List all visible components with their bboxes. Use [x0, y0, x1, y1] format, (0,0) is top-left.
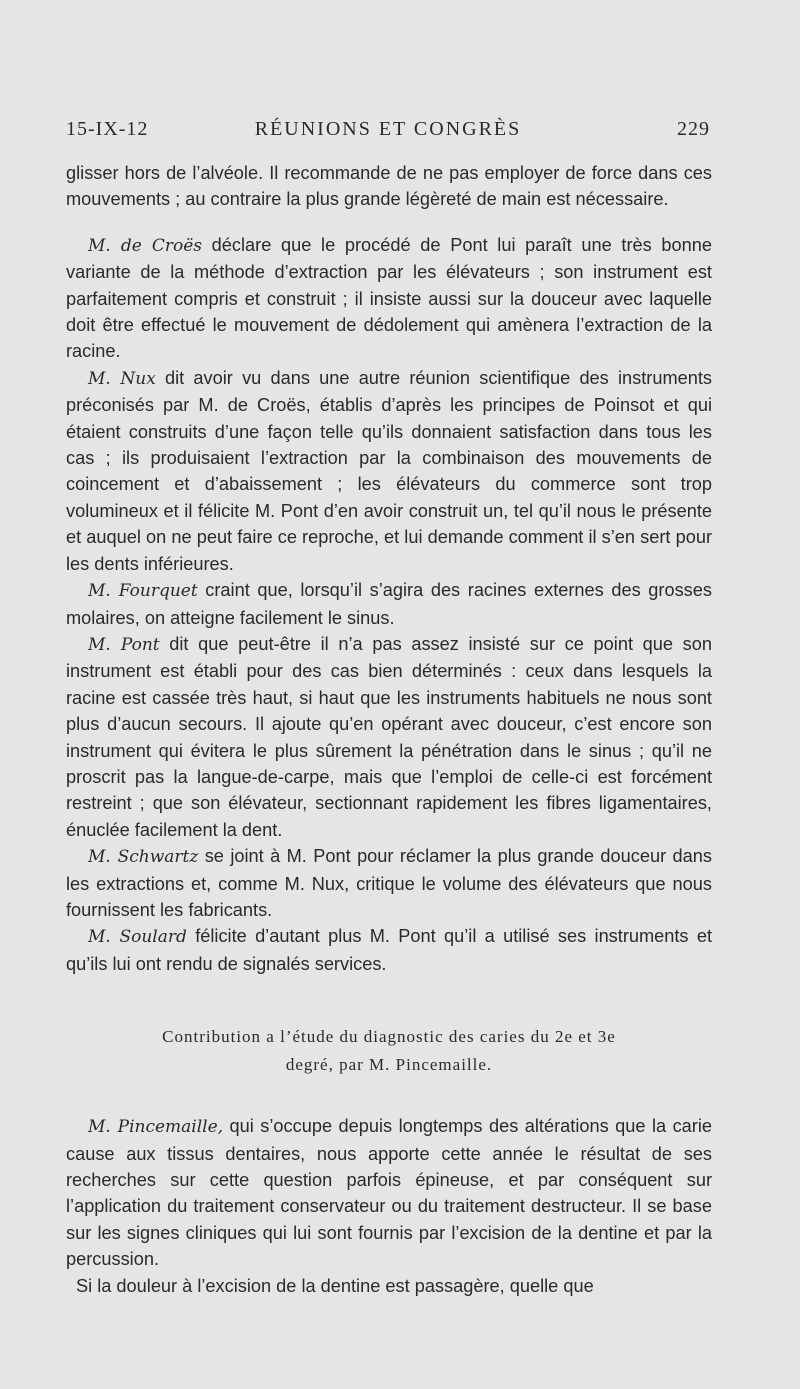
speaker-name: M. Pont: [88, 634, 160, 655]
speaker-name: M. Fourquet: [88, 581, 198, 602]
speaker-name: M. Soulard: [88, 927, 187, 948]
paragraph-schwartz: M. Schwartz se joint à M. Pont pour réclamer la plus grande douceur dans les extractions et, comme M. Nux, critique le volume des élévateurs que nous fournissent les fabricants.: [66, 846, 712, 920]
body-text: [66, 160, 712, 1299]
paragraph-douleur: Si la douleur à l’excision de la dentine est passagère, quelle que: [76, 1275, 594, 1296]
paragraph-fourquet: M. Fourquet craint que, lorsqu’il s’agira des racines externes des grosses molaires, on atteigne facilement le sinus.: [66, 580, 712, 628]
running-title: RÉUNIONS ET CONGRÈS: [254, 118, 522, 140]
paragraph-continuation: glisser hors de l’alvéole. Il recommande de ne pas employer de force dans ces mouvements ; au contraire la plus grande légèreté de main est nécessaire.: [66, 163, 712, 210]
running-header: [66, 118, 710, 148]
paragraph-de-croes: M. de Croës déclare que le procédé de Pont lui paraît une très bonne variante de la méthode d’extraction par les élévateurs ; son instrument est parfaitement compris et construit ; il insiste aussi sur la douceur avec laquelle doit être effectué le mouvement de dédolement qui amènera l’extraction de la racine.: [66, 234, 712, 362]
paragraph-nux: M. Nux dit avoir vu dans une autre réunion scientifique des instruments préconisés par M. de Croës, établis d’après les principes de Poinsot et qui étaient construits d’une façon telle qu’ils donnaient satisfaction dans tous les cas ; ils produisaient l’extraction par la combinaison des mouvements de coincement et d’abaissement ; les élévateurs du commerce sont trop volumineux et il félicite M. Pont d’en avoir construit un, tel qu’il nous le présente et auquel on ne peut faire ce reproche, et lui demande comment il s’en sert pour les dents inférieures.: [66, 367, 712, 574]
speaker-name: M. de Croës: [88, 235, 202, 256]
paragraph-soulard: M. Soulard félicite d’autant plus M. Pont qu’il a utilisé ses instruments et qu’ils lui ont rendu de signalés services.: [66, 926, 713, 974]
date-folio: 15-IX-12: [66, 118, 149, 140]
paragraph-pont: M. Pont dit que peut-être il n’a pas assez insisté sur ce point que son instrument est établi pour des cas bien déterminés : ceux dans lesquels la racine est cassée très haut, si haut que les instruments habituels ne nous sont plus d’aucun secours. Il ajoute qu’en opérant avec douceur, c’est encore son instrument qui évitera le plus sûrement la pénétration dans le sinus ; qu’il ne proscrit pas la langue-de-carpe, mais que l’emploi de celle-ci est forcément restreint ; que son élévateur, sectionnant rapidement les fibres ligamentaires, énuclée facilement la dent.: [66, 633, 713, 840]
speaker-name: M. Nux: [88, 368, 156, 389]
section-heading-line-2: degré, par M. Pincemaille.: [285, 1055, 493, 1075]
section-heading-line-1: Contribution a l’étude du diagnostic des caries du 2e et 3e: [162, 1027, 616, 1047]
section-heading: [66, 1023, 712, 1079]
page-number: 229: [677, 118, 710, 140]
speaker-name: M. Schwartz: [88, 847, 199, 868]
speaker-name: M. Pincemaille,: [88, 1117, 224, 1138]
paragraph-pincemaille: M. Pincemaille, qui s’occupe depuis longtemps des altérations que la carie cause aux tissus dentaires, nous apporte cette année le résultat de ses recherches sur cette question parfois épineuse, et par conséquent sur l’application du traitement conservateur ou du traitement destructeur. Il se base sur les signes cliniques qui lui sont fournis par l’excision de la dentine et par la percussion.: [66, 1116, 713, 1270]
